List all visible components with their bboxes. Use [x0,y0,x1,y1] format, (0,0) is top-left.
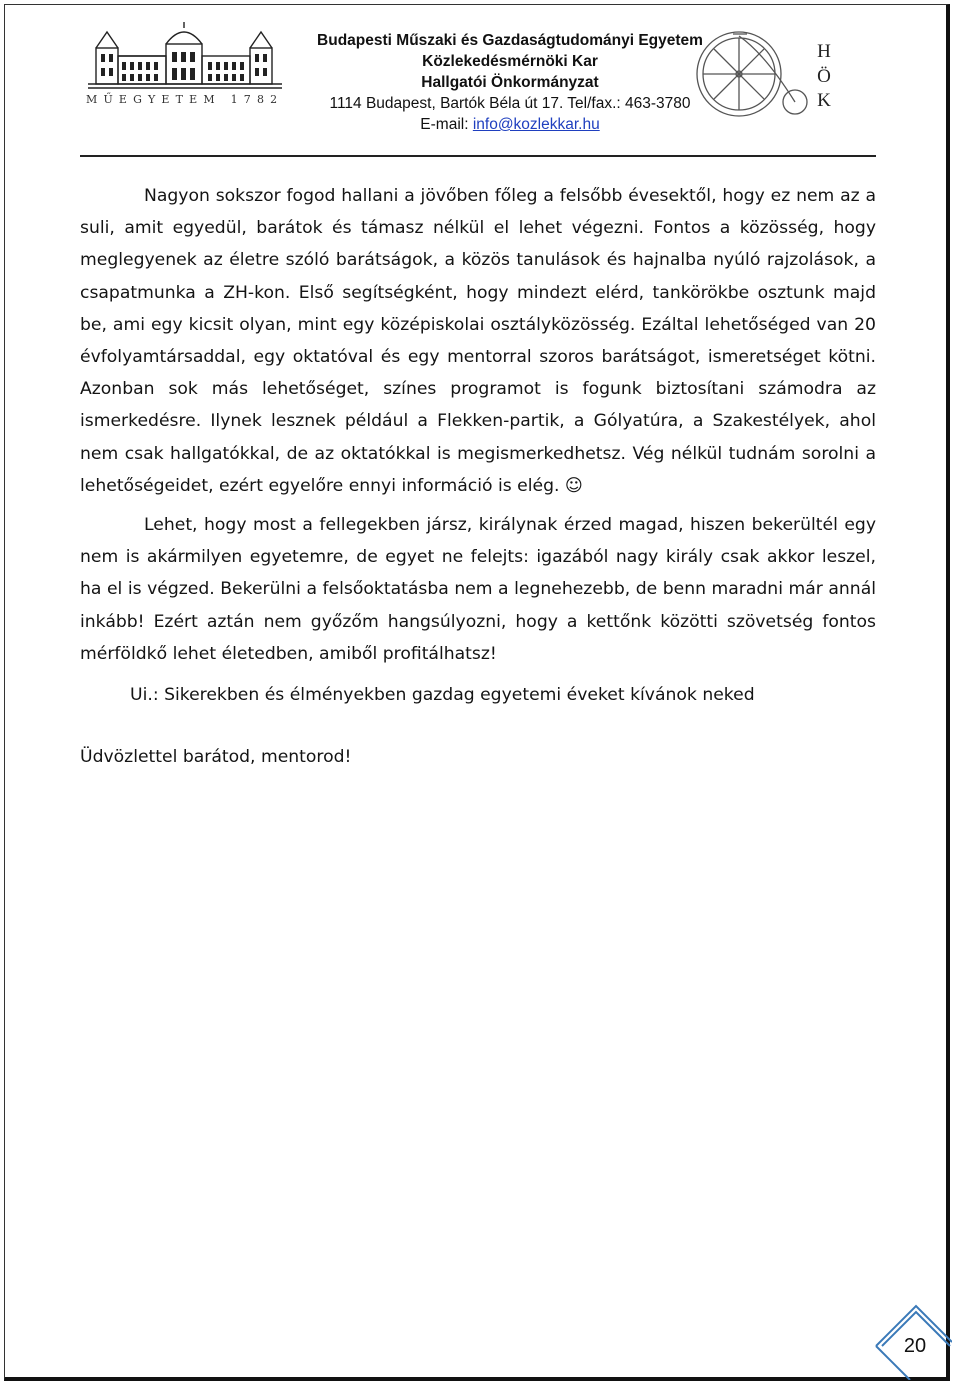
paragraph-2: Lehet, hogy most a fellegekben jársz, királynak érzed magad, hiszen bekerültél egy nem is akármilyen egyetemre, de egyet ne felejts: igazából nagy király csak akkor leszel, ha el is végzed. Bekerülni a felsőoktatásba nem a legnehezebb, de benn maradni már annál inkább! Ezért aztán nem győzőm hangsúlyozni, hogy a kettőnk közötti szövetség fontos mérföldkő lehet életedben, amiből profitálhatsz! [80,515,876,664]
email-label: E-mail: [420,116,473,133]
hok-letter-o: Ö [817,65,831,87]
email-line [300,114,720,135]
faculty-name: Közlekedésmérnöki Kar [422,53,598,70]
paragraph-1: Nagyon sokszor fogod hallani a jövőben főleg a felsőbb évesektől, hogy ez nem az a suli, amit egyedül, barátok és támasz nélkül el lehet végezni. Fontos a közösség, hogy meglegyenek az életre szóló barátságok, a közös tanulások és hajnalba nyúló rajzolások, a csapatmunka a ZH-kon. Első segítségként, hogy mindezt elérd, tankörökbe osztunk majd be, ami egy kicsit olyan, mint egy középiskolai osztályközösség. Ezáltal lehetőséged van 20 évfolyamtársaddal, egy oktatóval és egy mentorral szoros barátságot, ismeretséget kötni. Azonban sok más lehetőséget, színes programot is fogunk biztosítani számodra az ismerkedésre. Ilynek lesznek például a Flekken-partik, a Gólyatúra, a Szakestélyek, ahol nem csak hallgatókkal, de az oktatókkal is megismerkedhetsz. Vég nélkül tudnám sorolni a lehetőségeidet, ezért egyelőre ennyi információ is elég. ☺ [80,186,876,496]
email-link[interactable]: info@kozlekkar.hu [472,116,600,133]
letter-body [80,180,876,773]
page-number: 20 [903,1335,927,1357]
header-divider [80,155,876,157]
university-name: Budapesti Műszaki és Gazdaságtudományi Egyetem [317,32,703,49]
postscript: Ui.: Sikerekben és élményekben gazdag egyetemi éveket kívánok neked [130,685,755,706]
address-line: 1114 Budapest, Bartók Béla út 17. Tel/fax.: 463-3780 [329,95,691,112]
hok-letter-k: K [817,90,831,111]
university-logo-text: MŰEGYETEM 1782 [86,93,284,106]
hok-letters [810,40,838,114]
greeting: Üdvözlettel barátod, mentorod! [80,747,352,768]
hok-letter-h: H [817,41,831,62]
organization-name: Hallgatói Önkormányzat [421,74,599,91]
letterhead [300,30,720,135]
